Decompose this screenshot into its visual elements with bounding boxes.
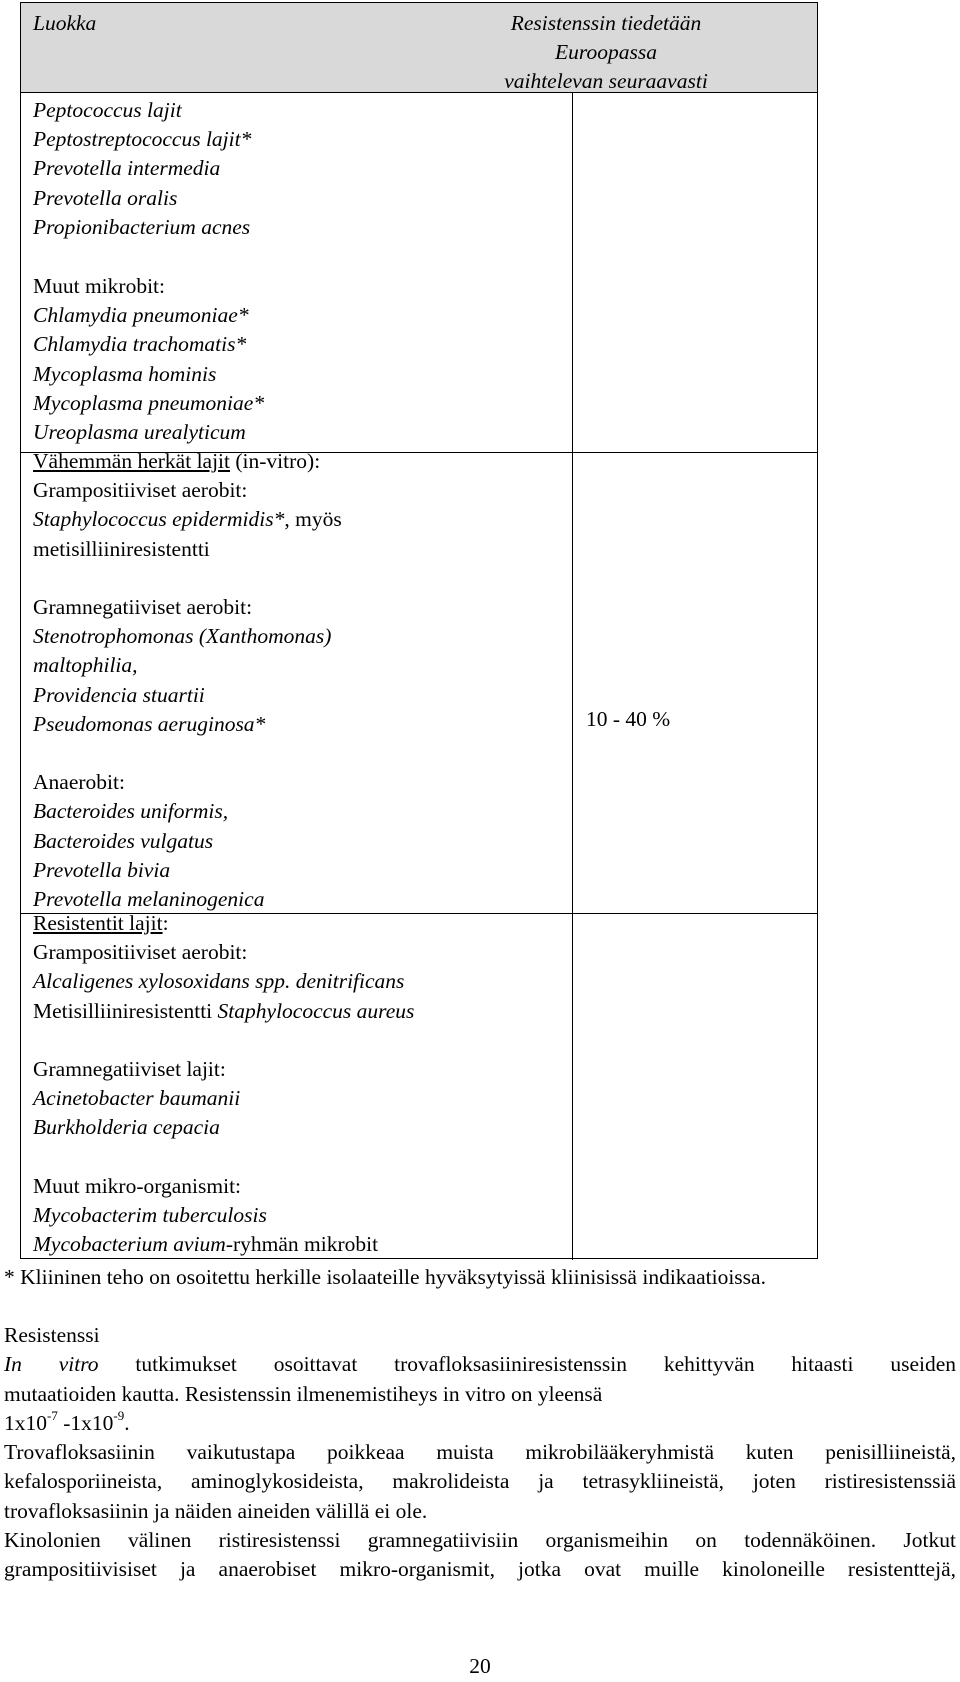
less-susceptible-section: Vähemmän herkät lajit (in-vitro): Grampositiiviset aerobit: Staphylococcus epidermidis*, myös metisilliiniresistentti Gramnegatiiviset aerobit: Stenotrophomonas (Xanthomonas) maltophilia, Providencia stuartii Pseudomonas aeruginosa* Anaerobit: Bacteroides uniformis, Bacteroides vulgatus Prevotella bivia Prevotella melaninogenica	[33, 447, 563, 914]
other-microbes-list: Muut mikrobit: Chlamydia pneumoniae* Chlamydia trachomatis* Mycoplasma hominis Mycoplasma pneumoniae* Ureoplasma urealyticum	[33, 274, 265, 445]
table-header	[21, 3, 817, 93]
header-resistance: Resistenssin tiedetään Euroopassa vaihtelevan seuraavasti	[504, 11, 708, 93]
resistant-section: Resistentit lajit: Grampositiiviset aerobit: Alcaligenes xylosoxidans spp. denitrificans Metisilliiniresistentti Staphylococcus aureus Gramnegatiiviset lajit: Acinetobacter baumanii Burkholderia cepacia Muut mikro-organismit: Mycobacterim tuberculosis Mycobacterium avium-ryhmän mikrobit	[33, 909, 563, 1259]
section-title: Vähemmän herkät lajit (in-vitro):	[33, 449, 321, 473]
header-class: Luokka	[33, 11, 97, 35]
page-number: 20	[469, 1654, 491, 1678]
susceptibility-table	[20, 2, 818, 1259]
section-title: Resistentit lajit:	[33, 911, 169, 935]
column-divider	[572, 93, 573, 1260]
resistance-value: 10 - 40 %	[586, 707, 671, 731]
footnote: * Kliininen teho on osoitettu herkille isolaateille hyväksytyissä kliinisissä indikaatioissa.	[4, 1265, 766, 1289]
anaerobe-list: Peptococcus lajit Peptostreptococcus lajit* Prevotella intermedia Prevotella oralis Propionibacterium acnes	[33, 98, 252, 239]
section-title: Resistenssi	[4, 1323, 100, 1347]
resistance-section: Resistenssi In vitro tutkimukset osoittavat trovafloksasiiniresistenssin kehittyvän hitaasti useiden mutaatioiden kautta. Resistenssin ilmenemistiheys in vitro on yleensä $1x10^{-7}$ $-1x10^{-9}$. Trovafloksasiinin vaikutustapa poikkeaa muista mikrobilääkeryhmistä kuten penisilliineistä, kefalosporiineista, aminoglykosideista, makrolideista ja tetrasykliineistä, joten ristiresistenssiä trovafloksasiinin ja näiden aineiden välillä ei ole. Kinolonien välinen ristiresistenssi gramnegatiivisiin organismeihin on todennäköinen. Jotkut grampositiivisiset ja anaerobiset mikro-organismit, jotka ovat muille kinoloneille resistenttejä,	[4, 1323, 957, 1582]
